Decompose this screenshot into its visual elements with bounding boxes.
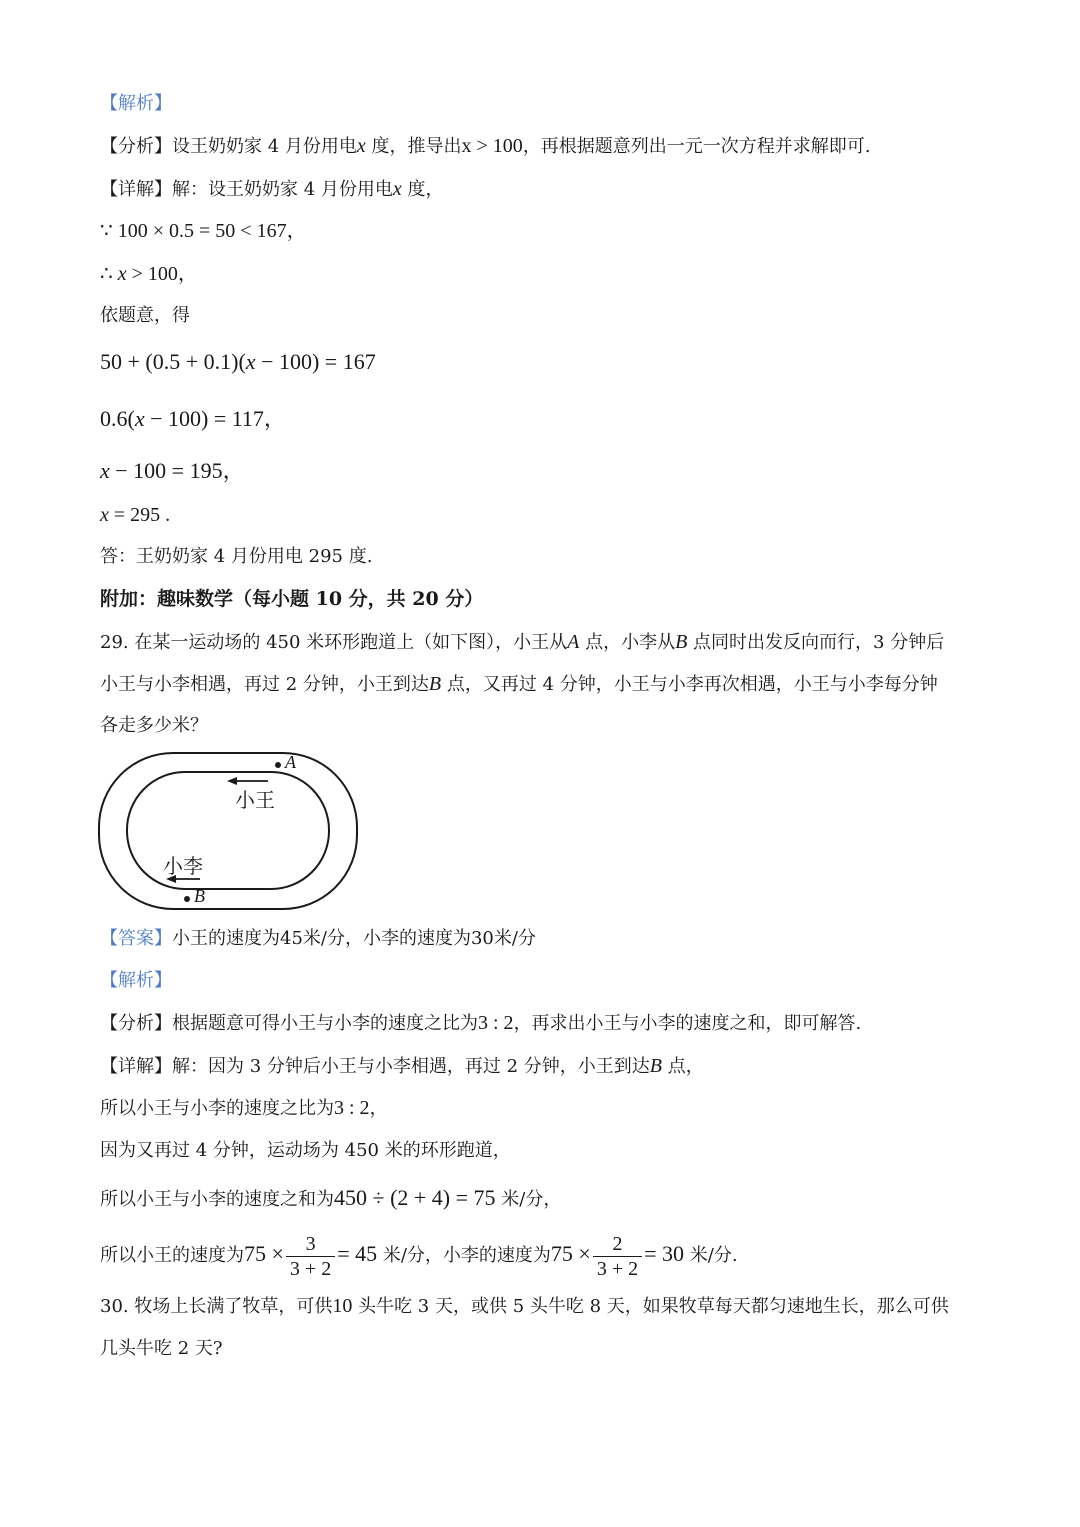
track-figure (96, 750, 362, 912)
bonus-heading: 附加：趣味数学（每小题 10 分，共 20 分） (100, 588, 484, 610)
fraction-denominator: 3 + 2 (596, 1257, 639, 1280)
fraction-wang (286, 1232, 335, 1281)
figure-point-a: A (285, 752, 296, 772)
eq-part: − 100) = 167 (255, 349, 376, 374)
track-svg (96, 750, 362, 912)
var-x: x (117, 263, 127, 285)
inequality: x > 100 (461, 135, 523, 157)
analysis-tag: 【分析】 (100, 136, 172, 157)
q29-sum-line (100, 1186, 980, 1212)
point-a-dot (275, 762, 281, 768)
var-x: x (245, 349, 256, 374)
answer-line: 答：王奶奶家 4 月份用电 295 度. (100, 546, 373, 567)
q29-text: 29. 在某一运动场的 450 米环形跑道上（如下图），小王从 (100, 632, 568, 653)
var-x: x (134, 406, 145, 431)
detail-tag: 【详解】 (100, 1056, 172, 1077)
point-b-dot (184, 896, 190, 902)
analysis-tag: 【分析】 (100, 1013, 172, 1034)
point-b-label: B (675, 631, 688, 653)
q29-speed-line (100, 1230, 980, 1280)
sum-expression: 450 ÷ (2 + 4) = 75 (334, 1185, 496, 1210)
q29-text: 点同时出发反向而行，3 分钟后 (687, 632, 945, 653)
q29-line-1 (100, 630, 980, 655)
detail-text: 点， (662, 1056, 704, 1077)
analysis-text: 根据题意可得小王与小李的速度之比为 (172, 1013, 478, 1034)
eq-part: 50 + (0.5 + 0.1)( (100, 349, 246, 374)
speed-text: 米/分. (684, 1245, 738, 1266)
q29-text: 小王与小李相遇，再过 2 分钟，小王到达 (100, 674, 429, 695)
analysis-line (100, 134, 980, 159)
outer-track (99, 753, 357, 909)
point-b-label: B (428, 673, 442, 695)
fraction-numerator: 2 (593, 1232, 642, 1257)
sum-text: 所以小王与小李的速度之和为 (100, 1189, 334, 1210)
var-x: x (356, 135, 366, 157)
yitiyi-line: 依题意，得 (100, 305, 190, 326)
equation-4 (100, 503, 980, 527)
speed-wang-result: = 45 (337, 1241, 378, 1266)
sum-text: 米/分， (495, 1189, 562, 1210)
equation-2 (100, 407, 980, 431)
equation-1 (100, 350, 980, 374)
because-line: ∵ 100 × 0.5 = 50 < 167， (100, 220, 307, 242)
eq-part: − 100 = 195， (109, 458, 245, 483)
q30-text: 头牛吃 3 天，或供 5 头牛吃 8 天，如果牧草每天都匀速地生长，那么可供 (352, 1296, 949, 1317)
q29-track-line: 因为又再过 4 分钟，运动场为 450 米的环形跑道， (100, 1140, 511, 1161)
q29-line-3: 各走多少米？ (100, 715, 208, 736)
speed-wang-pre: 75 × (244, 1241, 284, 1266)
q29-analysis (100, 1011, 980, 1036)
speed-text: 米/分，小李的速度为 (377, 1245, 551, 1266)
q29-line-2 (100, 672, 980, 697)
jiexi-tag: 【解析】 (100, 93, 172, 114)
jiexi-tag-q29: 【解析】 (100, 970, 172, 991)
therefore-symbol: ∴ (100, 263, 118, 285)
inequality-rest: > 100， (126, 263, 198, 285)
q30-line-2: 几头牛吃 2 天? (100, 1338, 223, 1359)
detail-text: 度， (401, 179, 444, 200)
point-b-label: B (649, 1055, 663, 1077)
ratio-text: ， (369, 1098, 388, 1119)
detail-text: 解：设王奶奶家 4 月份用电 (172, 179, 393, 200)
q29-text: 点，小李从 (579, 632, 676, 653)
var-x: x (392, 178, 402, 200)
var-x: x (100, 458, 110, 483)
ratio: 3 : 2 (478, 1012, 514, 1034)
answer-tag: 【答案】 (100, 928, 172, 949)
figure-point-b: B (194, 886, 205, 906)
speed-li-pre: 75 × (550, 1241, 591, 1266)
therefore-line (100, 262, 980, 286)
q29-ratio-line (100, 1096, 980, 1121)
q30-line-1 (100, 1294, 980, 1319)
analysis-text: ，再根据题意列出一元一次方程并求解即可. (522, 136, 871, 157)
var-x: x (100, 504, 109, 526)
detail-tag: 【详解】 (100, 179, 172, 200)
point-a-label: A (567, 631, 580, 653)
fraction-li (593, 1232, 642, 1281)
speed-text: 所以小王的速度为 (100, 1245, 244, 1266)
inner-track (127, 772, 329, 889)
eq-part: 0.6( (100, 406, 135, 431)
fraction-denominator: 3 + 2 (289, 1257, 332, 1280)
ratio-text: 所以小王与小李的速度之比为 (100, 1098, 334, 1119)
detail-line (100, 177, 980, 202)
q30-text: 30. 牧场上长满了牧草，可供 (100, 1296, 333, 1317)
analysis-text: 度，推导出 (365, 136, 462, 157)
detail-text: 解：因为 3 分钟后小王与小李相遇，再过 2 分钟，小王到达 (172, 1056, 650, 1077)
q29-detail (100, 1054, 980, 1079)
fraction-numerator: 3 (286, 1232, 335, 1257)
analysis-text: 设王奶奶家 4 月份用电 (172, 136, 357, 157)
q30-number: 10 (332, 1295, 353, 1317)
eq-part: − 100) = 117， (144, 406, 286, 431)
equation-3 (100, 459, 980, 483)
speed-li-result: = 30 (644, 1241, 685, 1266)
ratio: 3 : 2 (334, 1097, 370, 1119)
q29-text: 点，又再过 4 分钟，小王与小李再次相遇，小王与小李每分钟 (441, 674, 938, 695)
analysis-text: ，再求出小王与小李的速度之和，即可解答. (513, 1013, 862, 1034)
answer-text: 小王的速度为45米/分，小李的速度为30米/分 (172, 928, 536, 949)
figure-label-li: 小李 (163, 854, 203, 878)
figure-label-wang: 小王 (235, 788, 275, 812)
q29-answer (100, 927, 980, 951)
eq-part: = 295 . (108, 504, 171, 526)
